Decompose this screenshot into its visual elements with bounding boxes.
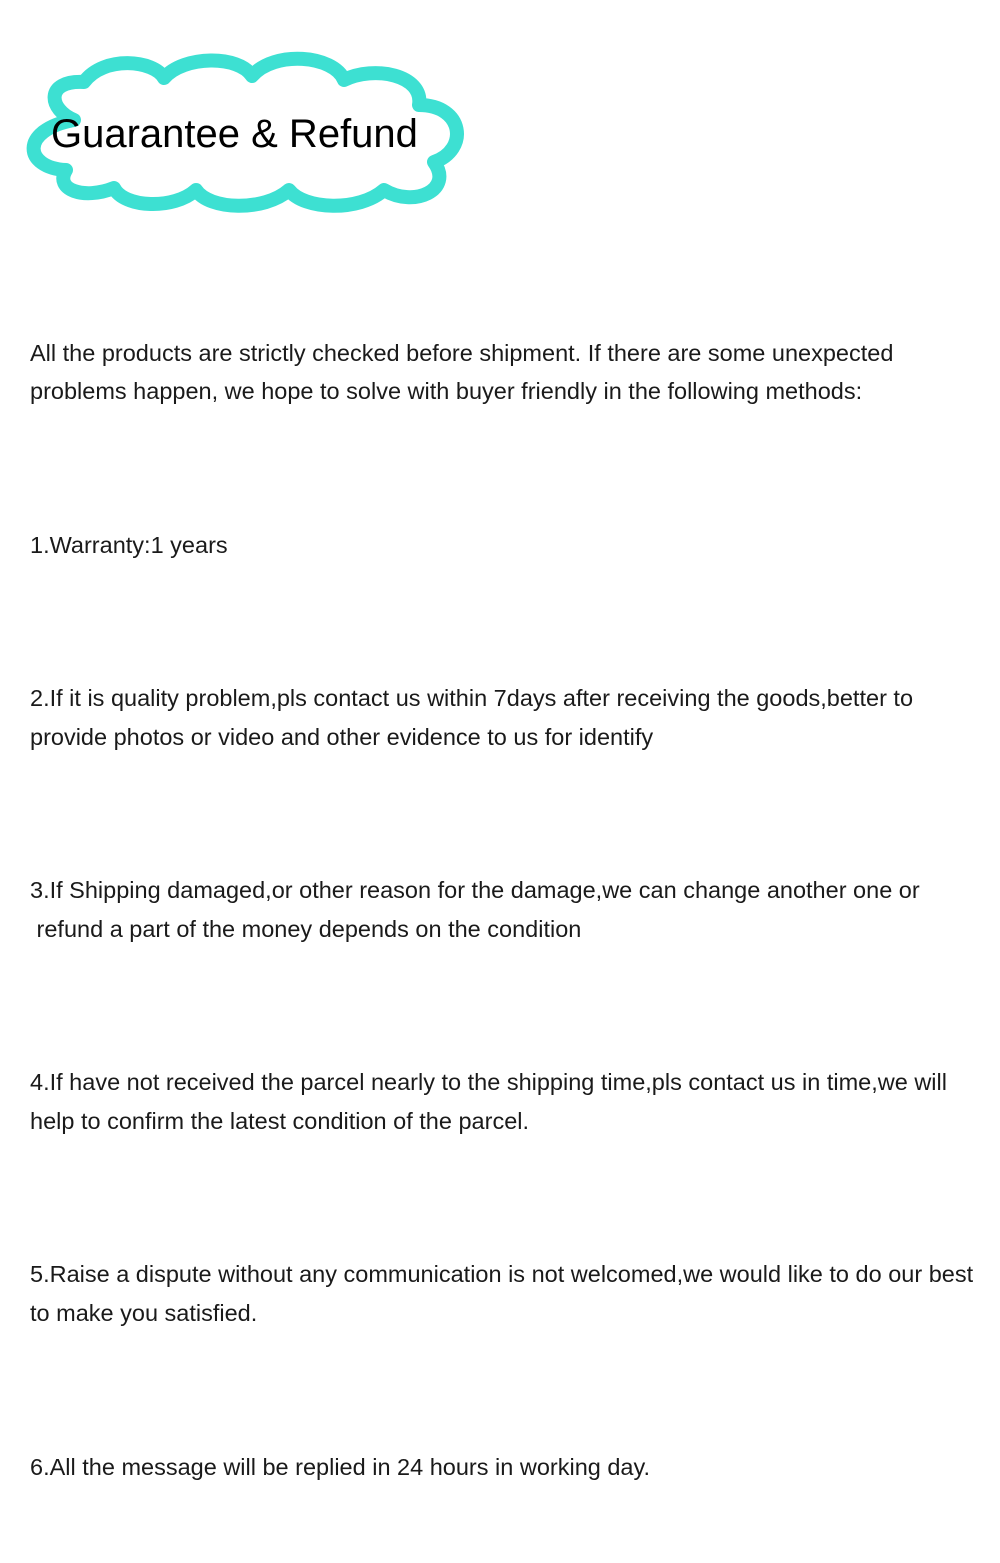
title-cloud-badge [14, 50, 470, 210]
policy-item-parcel-delay: 4.If have not received the parcel nearly to the shipping time,pls contact us in time,we will help to confirm the latest condition of the parcel. [30, 1069, 954, 1134]
guarantee-text-body [30, 257, 995, 1563]
policy-item-quality: 2.If it is quality problem,pls contact us within 7days after receiving the goods,better to provide photos or video and other evidence to us for identify [30, 685, 920, 750]
policy-item-dispute: 5.Raise a dispute without any communication is not welcomed,we would like to do our best to make you satisfied. [30, 1261, 980, 1326]
policy-item-reply-time: 6.All the message will be replied in 24 hours in working day. [30, 1453, 651, 1480]
intro-paragraph: All the products are strictly checked before shipment. If there are some unexpected problems happen, we hope to solve with buyer friendly in the following methods: [30, 339, 900, 405]
policy-item-shipping-damage: 3.If Shipping damaged,or other reason for the damage,we can change another one or refund a part of the money depends on the condition [30, 877, 920, 942]
policy-item-warranty: 1.Warranty:1 years [30, 531, 228, 558]
page-title: Guarantee & Refund [51, 112, 418, 156]
